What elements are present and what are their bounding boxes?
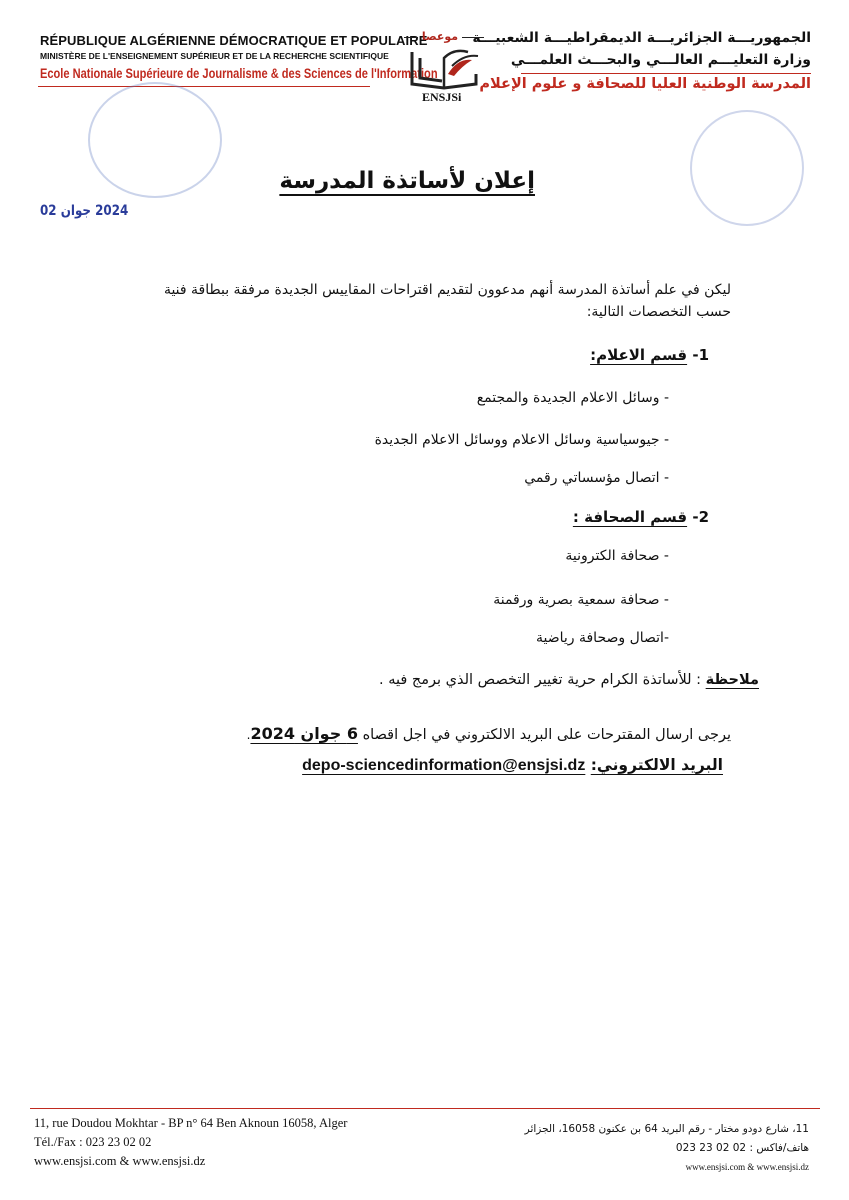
section-2-item: - صحافة سمعية بصرية ورقمنة bbox=[493, 592, 669, 608]
section-1-heading bbox=[590, 346, 709, 364]
deadline: يرجى ارسال المقترحات على البريد الالكتروني في اجل اقصاه 6 جوان 2024. bbox=[246, 724, 731, 743]
date-stamp: 2024 جوان 02 bbox=[40, 203, 129, 219]
school-stamp-left bbox=[88, 82, 222, 198]
footer-phone-fr: Tél./Fax : 023 23 02 02 bbox=[34, 1135, 152, 1149]
logo-name: ENSJSi bbox=[422, 90, 462, 104]
logo-motto: موعصا bbox=[421, 30, 459, 43]
email-line bbox=[302, 756, 723, 775]
footer-address-fr: 11, rue Doudou Mokhtar - BP n° 64 Ben Aknoun 16058, Alger bbox=[34, 1116, 348, 1130]
header-fr-school: Ecole Nationale Supérieure de Journalisme & des Sciences de l'Information bbox=[40, 66, 438, 81]
header-fr-rule bbox=[38, 86, 370, 87]
intro-line-2: حسب التخصصات التالية: bbox=[586, 304, 731, 320]
section-2-heading bbox=[573, 508, 709, 526]
intro-line-1: ليكن في علم أساتذة المدرسة أنهم مدعوون لتقديم اقتراحات المقاييس الجديدة مرفقة ببطاقة فنية bbox=[163, 282, 731, 298]
note-label: ملاحظة bbox=[705, 672, 759, 688]
school-logo bbox=[398, 30, 490, 106]
page-title: إعلان لأساتذة المدرسة bbox=[279, 168, 535, 194]
footer-web-fr[interactable]: www.ensjsi.com & www.ensjsi.dz bbox=[34, 1154, 206, 1168]
section-2-item: - صحافة الكترونية bbox=[565, 548, 669, 564]
header-fr-republic: RÉPUBLIQUE ALGÉRIENNE DÉMOCRATIQUE ET POPULAIRE bbox=[40, 33, 428, 48]
section-2-item: -اتصال وصحافة رياضية bbox=[535, 630, 669, 646]
footer-address-ar: 11، شارع دودو مختار - رقم البريد 64 بن عكنون 16058، الجزائر bbox=[524, 1123, 809, 1135]
note-text: : للأساتذة الكرام حرية تغيير التخصص الذي برمج فيه . bbox=[378, 672, 702, 688]
logo-emblem-icon bbox=[398, 44, 490, 94]
footer-rule bbox=[30, 1108, 820, 1109]
section-1-item: - جيوسياسية وسائل الاعلام ووسائل الاعلام الجديدة bbox=[374, 432, 669, 448]
section-1-title: قسم الاعلام: bbox=[590, 346, 688, 364]
header-ar-ministry: وزارة التعليـــم العالـــي والبحـــث العلمـــي bbox=[510, 52, 811, 68]
footer-right bbox=[525, 1120, 809, 1177]
section-2-title: قسم الصحافة : bbox=[572, 508, 688, 526]
header-ar-republic: الجمهوريـــة الجزائريـــة الديمقراطيـــة الشعبيـــة bbox=[472, 30, 811, 46]
school-stamp-right bbox=[690, 110, 804, 226]
section-1-item: - اتصال مؤسساتي رقمي bbox=[524, 470, 669, 486]
email-address-link[interactable]: depo-sciencedinformation@ensjsi.dz bbox=[302, 757, 586, 774]
footer-left bbox=[34, 1114, 347, 1171]
header-ar-rule bbox=[521, 73, 811, 74]
deadline-text: يرجى ارسال المقترحات على البريد الالكتروني في اجل اقصاه bbox=[362, 727, 731, 743]
section-1-number: 1- bbox=[692, 346, 709, 364]
header-fr-ministry: MINISTÈRE DE L'ENSEIGNEMENT SUPÉRIEUR ET DE LA RECHERCHE SCIENTIFIQUE bbox=[40, 51, 389, 61]
header-ar-school: المدرسة الوطنية العليا للصحافة و علوم الإعلام bbox=[479, 76, 811, 92]
deadline-date: 6 جوان 2024 bbox=[250, 724, 358, 743]
section-1-item: - وسائل الاعلام الجديدة والمجتمع bbox=[476, 390, 669, 406]
footer-web-ar[interactable]: www.ensjsi.com & www.ensjsi.dz bbox=[685, 1162, 809, 1172]
email-label: البريد الالكتروني: bbox=[590, 756, 723, 774]
note bbox=[379, 672, 759, 688]
footer-phone-ar: هاتف/فاكس : 02 02 23 023 bbox=[675, 1142, 809, 1154]
section-2-number: 2- bbox=[692, 508, 709, 526]
